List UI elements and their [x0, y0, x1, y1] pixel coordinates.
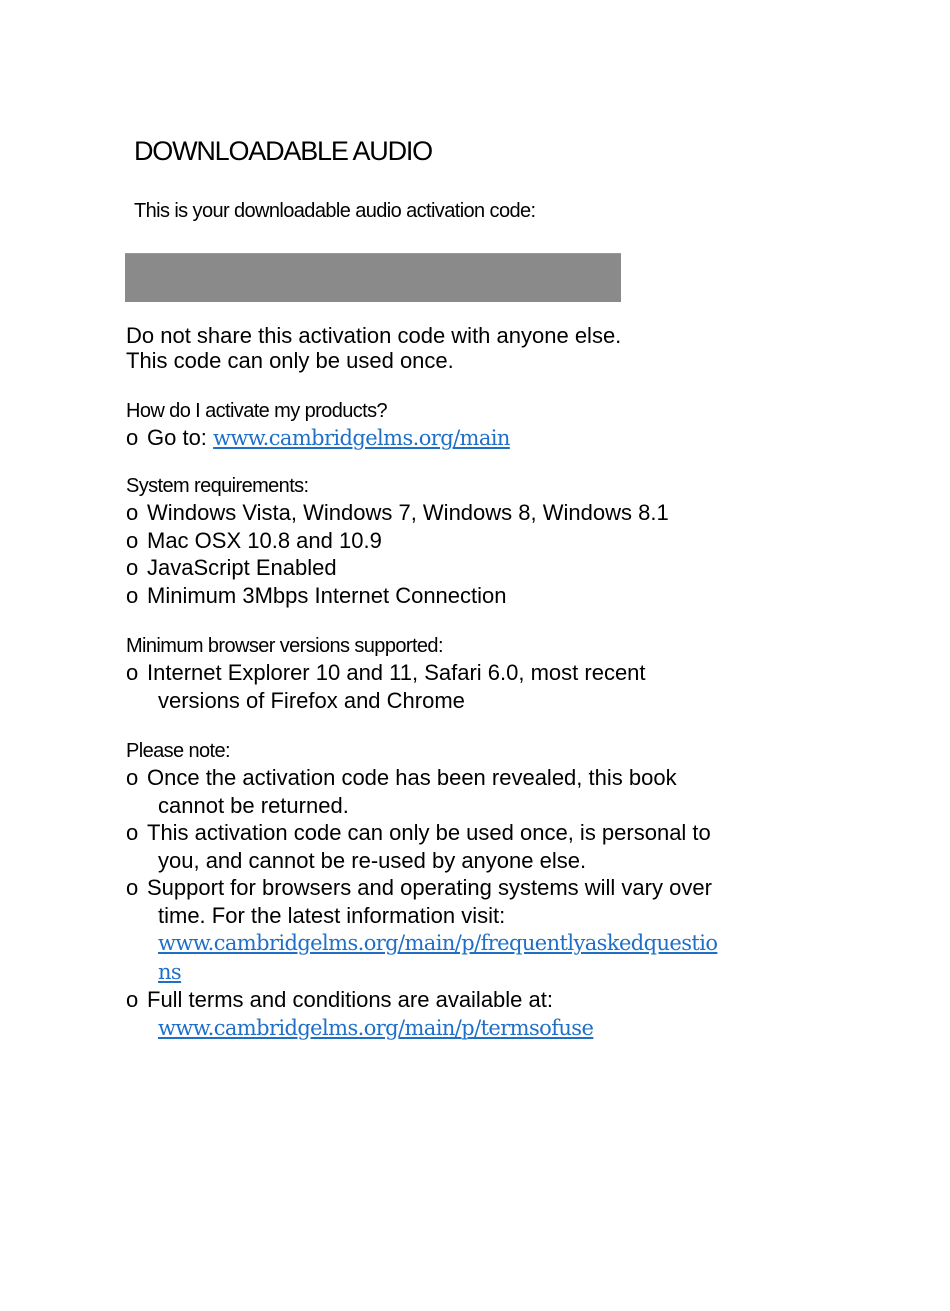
bullet-icon: o: [126, 500, 139, 525]
item-text: Support for browsers and operating systems will vary over: [147, 875, 712, 900]
system-heading: System requirements:: [126, 475, 309, 497]
cambridgelms-main-link[interactable]: www.cambridgelms.org/main: [213, 426, 510, 450]
terms-of-use-link[interactable]: www.cambridgelms.org/main/p/termsofuse: [158, 1015, 594, 1040]
item-text-continued: time. For the latest information visit:: [158, 902, 506, 928]
list-item: [126, 527, 669, 555]
list-item: [126, 424, 510, 453]
item-text-continued: versions of Firefox and Chrome: [158, 687, 465, 713]
list-item: [126, 582, 669, 610]
warning-text: [126, 323, 621, 373]
bullet-icon: o: [126, 875, 139, 900]
browser-heading: Minimum browser versions supported:: [126, 635, 443, 657]
list-item: [126, 986, 717, 1042]
item-text: Mac OSX 10.8 and 10.9: [147, 527, 382, 553]
bullet-icon: o: [126, 660, 139, 685]
faq-link[interactable]: www.cambridgelms.org/main/p/frequentlyaskedquestio: [158, 931, 718, 955]
bullet-icon: o: [126, 820, 139, 845]
bullet-icon: o: [126, 425, 139, 450]
warning-line: This code can only be used once.: [126, 348, 454, 373]
activation-code-redacted: [125, 253, 621, 302]
item-text: This activation code can only be used once, is personal to: [147, 820, 711, 845]
bullet-icon: o: [126, 527, 139, 553]
warning-line: Do not share this activation code with anyone else.: [126, 323, 622, 348]
bullet-icon: o: [126, 987, 139, 1012]
list-item: [126, 764, 717, 819]
activate-section: [126, 399, 510, 453]
item-text: JavaScript Enabled: [147, 555, 337, 580]
list-item: [126, 819, 717, 874]
list-item: [126, 499, 669, 527]
terms-link-wrapper: [147, 1014, 717, 1043]
item-text: Once the activation code has been revealed, this book: [147, 765, 677, 790]
faq-link-wrapper: [147, 929, 717, 986]
intro-text: This is your downloadable audio activation code:: [134, 200, 536, 222]
item-text-continued: you, and cannot be re-used by anyone else.: [158, 847, 587, 873]
page-title: DOWNLOADABLE AUDIO: [134, 136, 432, 166]
browser-versions-section: [126, 634, 646, 714]
item-text: Go to:: [147, 425, 214, 450]
please-note-section: [126, 739, 717, 1042]
bullet-icon: o: [126, 555, 139, 580]
item-text: Internet Explorer 10 and 11, Safari 6.0, most recent: [147, 660, 646, 685]
system-requirements-section: [126, 474, 669, 609]
item-text-continued: cannot be returned.: [158, 792, 349, 818]
note-heading: Please note:: [126, 740, 230, 762]
item-text: Full terms and conditions are available at:: [147, 987, 553, 1012]
list-item: [126, 554, 669, 582]
list-item: [126, 659, 646, 714]
bullet-icon: o: [126, 765, 139, 790]
list-item: [126, 874, 717, 986]
faq-link-continued[interactable]: ns: [158, 959, 182, 984]
item-text: Minimum 3Mbps Internet Connection: [147, 582, 507, 608]
item-text: Windows Vista, Windows 7, Windows 8, Windows 8.1: [147, 500, 669, 525]
bullet-icon: o: [126, 582, 139, 608]
activate-heading: How do I activate my products?: [126, 400, 388, 422]
